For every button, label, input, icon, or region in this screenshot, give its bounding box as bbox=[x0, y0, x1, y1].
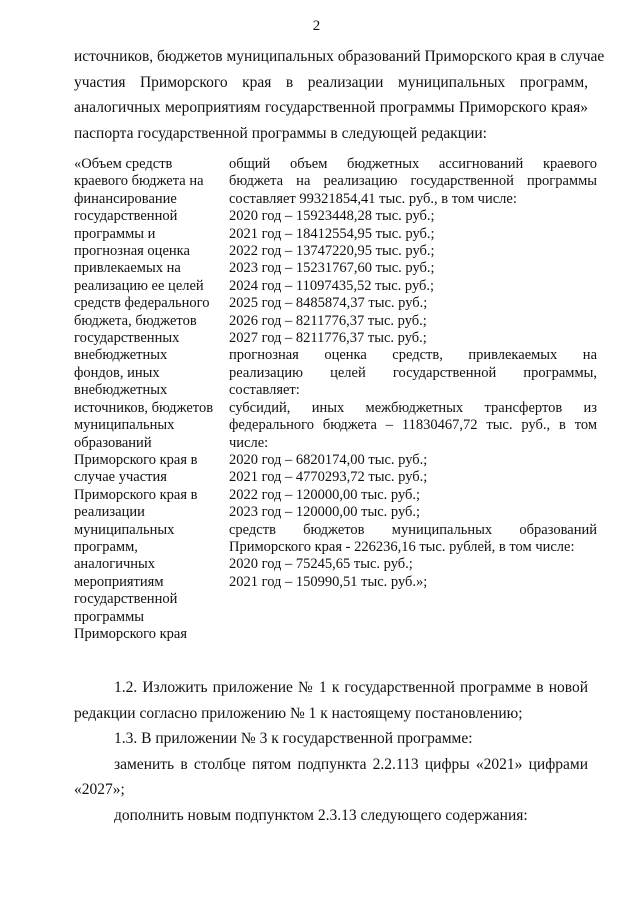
table-label-line: государственной bbox=[74, 591, 178, 608]
table-value-line: 2022 год – 120000,00 тыс. руб.; bbox=[229, 486, 421, 503]
intro-line: аналогичных мероприятиям государственной программы Приморского края» bbox=[74, 99, 588, 116]
intro-line: источников, бюджетов муниципальных образований Приморского края в случае bbox=[74, 48, 605, 65]
paragraph-line: редакции согласно приложению № 1 к настоящему постановлению; bbox=[74, 704, 523, 722]
amendment-paragraphs bbox=[74, 675, 588, 828]
table-value-line: 2023 год – 120000,00 тыс. руб.; bbox=[229, 504, 421, 521]
table-label-line: реализации bbox=[74, 504, 145, 521]
table-value-line: 2023 год – 15231767,60 тыс. руб.; bbox=[229, 260, 435, 277]
paragraph-line: «2027»; bbox=[74, 781, 125, 798]
table-value-line: 2021 год – 18412554,95 тыс. руб.; bbox=[229, 225, 435, 242]
table-label-line: реализацию ее целей bbox=[74, 277, 204, 294]
table-value-line: средств бюджетов муниципальных образований bbox=[229, 521, 597, 538]
table-value-line: субсидий, иных межбюджетных трансфертов из bbox=[229, 399, 597, 416]
table-label-line: источников, бюджетов bbox=[74, 399, 214, 416]
table-label-line: Приморского края в bbox=[74, 486, 198, 503]
table-value-line: 2020 год – 15923448,28 тыс. руб.; bbox=[229, 208, 435, 225]
table-label-line: образований bbox=[74, 434, 152, 451]
table-value-line: федерального бюджета – 11830467,72 тыс. руб., в том bbox=[229, 417, 597, 434]
table-label-line: государственной bbox=[74, 208, 178, 225]
table-label-line: случае участия bbox=[74, 469, 167, 486]
table-label-line: бюджета, бюджетов bbox=[74, 312, 197, 329]
page-number: 2 bbox=[312, 18, 321, 34]
passport-table-value-cell bbox=[229, 156, 597, 591]
table-value-line: 2021 год – 4770293,72 тыс. руб.; bbox=[229, 469, 428, 486]
table-label-line: государственных bbox=[74, 330, 180, 347]
table-label-line: аналогичных bbox=[74, 556, 155, 573]
table-label-line: муниципальных bbox=[74, 521, 175, 538]
table-value-line: составляет 99321854,41 тыс. руб., в том числе: bbox=[229, 190, 517, 207]
intro-line: паспорта государственной программы в следующей редакции: bbox=[74, 124, 487, 142]
intro-line: участия Приморского края в реализации муниципальных программ, bbox=[74, 73, 588, 91]
intro-paragraph bbox=[74, 44, 605, 146]
table-label-line: внебюджетных bbox=[74, 382, 168, 399]
table-value-line: составляет: bbox=[229, 382, 300, 399]
paragraph-line: заменить в столбце пятом подпункта 2.2.113 цифры «2021» цифрами bbox=[114, 755, 588, 773]
passport-table-label-cell bbox=[74, 156, 224, 643]
table-label-line: прогнозная оценка bbox=[74, 243, 190, 260]
table-value-line: прогнозная оценка средств, привлекаемых на bbox=[229, 347, 597, 364]
paragraph-line: дополнить новым подпунктом 2.3.13 следующего содержания: bbox=[114, 806, 528, 824]
table-value-line: 2022 год – 13747220,95 тыс. руб.; bbox=[229, 243, 435, 260]
table-label-line: программы и bbox=[74, 225, 156, 242]
table-value-line: 2020 год – 75245,65 тыс. руб.; bbox=[229, 556, 413, 573]
table-value-line: Приморского края - 226236,16 тыс. рублей, в том числе: bbox=[229, 538, 575, 555]
table-label-line: привлекаемых на bbox=[74, 260, 181, 277]
table-value-line: 2026 год – 8211776,37 тыс. руб.; bbox=[229, 312, 427, 329]
table-label-line: муниципальных bbox=[74, 417, 175, 434]
table-value-line: реализацию целей государственной программы, bbox=[229, 364, 597, 381]
table-label-line: внебюджетных bbox=[74, 347, 168, 364]
table-label-line: краевого бюджета на bbox=[74, 173, 204, 190]
table-value-line: 2024 год – 11097435,52 тыс. руб.; bbox=[229, 277, 435, 294]
table-value-line: 2027 год – 8211776,37 тыс. руб.; bbox=[229, 330, 427, 347]
table-label-line: фондов, иных bbox=[74, 364, 160, 381]
table-value-line: 2020 год – 6820174,00 тыс. руб.; bbox=[229, 451, 428, 468]
table-label-line: «Объем средств bbox=[74, 156, 173, 172]
table-value-line: 2025 год – 8485874,37 тыс. руб.; bbox=[229, 295, 428, 312]
paragraph-line: 1.3. В приложении № 3 к государственной программе: bbox=[114, 730, 473, 747]
table-label-line: средств федерального bbox=[74, 295, 210, 312]
table-value-line: общий объем бюджетных ассигнований краевого bbox=[229, 156, 597, 172]
paragraph-line: 1.2. Изложить приложение № 1 к государственной программе в новой bbox=[114, 679, 588, 696]
table-value-line: бюджета на реализацию государственной программы bbox=[229, 173, 597, 190]
table-label-line: мероприятиям bbox=[74, 573, 164, 590]
table-label-line: Приморского края bbox=[74, 625, 188, 642]
table-value-line: 2021 год – 150990,51 тыс. руб.»; bbox=[229, 573, 428, 590]
table-label-line: программ, bbox=[74, 538, 138, 555]
table-value-line: числе: bbox=[229, 434, 269, 451]
table-label-line: программы bbox=[74, 608, 144, 625]
table-label-line: Приморского края в bbox=[74, 451, 198, 468]
table-label-line: финансирование bbox=[74, 190, 177, 207]
